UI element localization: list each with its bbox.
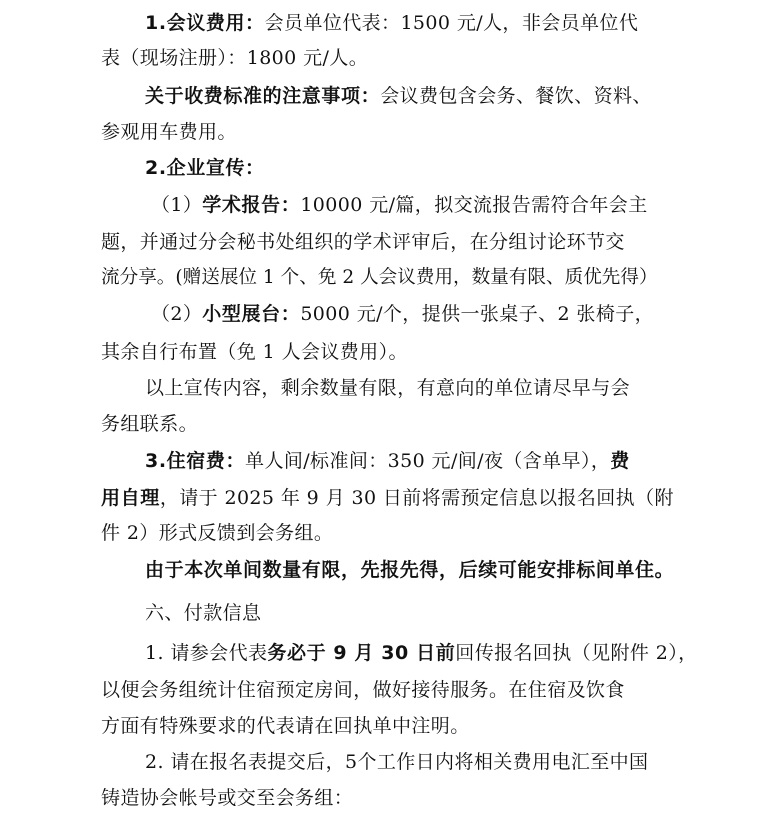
meeting-fee-text: 会员单位代表：1500 元/人，非会员单位代 <box>264 12 639 34</box>
paragraph-academic-report <box>151 193 711 217</box>
promotion-note-line-1: 以上宣传内容，剩余数量有限，有意向的单位请尽早与会 <box>145 377 631 399</box>
small-booth-text: 5000 元/个，提供一张桌子、2 张椅子， <box>300 303 655 325</box>
single-room-notice <box>145 558 745 582</box>
fee-notes-heading: 关于收费标准的注意事项： <box>145 85 381 107</box>
small-booth-line-2: 其余自行布置（免 1 人会议费用）。 <box>101 341 408 363</box>
accommodation-heading: 3.住宿费： <box>145 450 246 472</box>
academic-report-line-2: 题，并通过分会秘书处组织的学术评审后，在分组讨论环节交 <box>101 231 625 253</box>
paragraph-payment-1 <box>145 641 705 665</box>
payment-1-prefix: 1. 请参会代表 <box>145 642 268 664</box>
payment-1-line-3: 方面有特殊要求的代表请在回执单中注明。 <box>101 715 470 737</box>
academic-report-line-3: 流分享。(赠送展位 1 个、免 2 人会议费用，数量有限、质优先得） <box>101 267 658 288</box>
academic-report-heading: 学术报告： <box>202 194 301 216</box>
accommodation-line-2 <box>101 486 691 510</box>
corporate-promotion-title: 2.企业宣传： <box>145 157 265 179</box>
small-booth-heading: 小型展台： <box>202 303 301 325</box>
promotion-note-line-2: 务组联系。 <box>101 413 199 435</box>
fee-notes-line-2: 参观用车费用。 <box>101 121 237 143</box>
paragraph-meeting-fee <box>145 11 705 35</box>
accommodation-line-3: 件 2）形式反馈到会务组。 <box>101 522 334 544</box>
accommodation-self-pay-start: 费 <box>610 450 630 472</box>
fee-notes-text: 会议费包含会务、餐饮、资料、 <box>380 85 652 107</box>
payment-2-line-2: 铸造协会帐号或交至会务组： <box>101 787 354 809</box>
paragraph-payment-2: 2. 请在报名表提交后，5个工作日内将相关费用电汇至中国 <box>145 751 649 773</box>
accommodation-text: 单人间/标准间：350 元/间/夜（含单早）， <box>245 450 611 472</box>
meeting-fee-heading: 1.会议费用： <box>145 12 265 34</box>
accommodation-self-pay-end: 用自理 <box>101 487 160 509</box>
paragraph-accommodation <box>145 449 705 473</box>
academic-report-number: （1） <box>151 194 203 216</box>
corporate-promotion-heading <box>145 156 705 180</box>
small-booth-number: （2） <box>151 303 203 325</box>
single-room-notice-text: 由于本次单间数量有限，先报先得，后续可能安排标间单住。 <box>145 559 675 581</box>
payment-1-deadline: 务必于 9 月 30 日前 <box>267 642 456 664</box>
paragraph-fee-notes <box>145 84 705 108</box>
meeting-fee-line-2: 表（现场注册）：1800 元/人。 <box>101 47 369 69</box>
payment-1-line-2: 以便会务组统计住宿预定房间，做好接待服务。在住宿及饮食 <box>101 679 625 701</box>
payment-1-text: 回传报名回执（见附件 2）， <box>455 642 698 664</box>
accommodation-deadline-text: ，请于 2025 年 9 月 30 日前将需预定信息以报名回执（附 <box>159 487 674 509</box>
academic-report-text: 10000 元/篇，拟交流报告需符合年会主 <box>300 194 648 216</box>
paragraph-small-booth <box>151 302 711 326</box>
section-payment-info-heading: 六、付款信息 <box>145 602 262 624</box>
